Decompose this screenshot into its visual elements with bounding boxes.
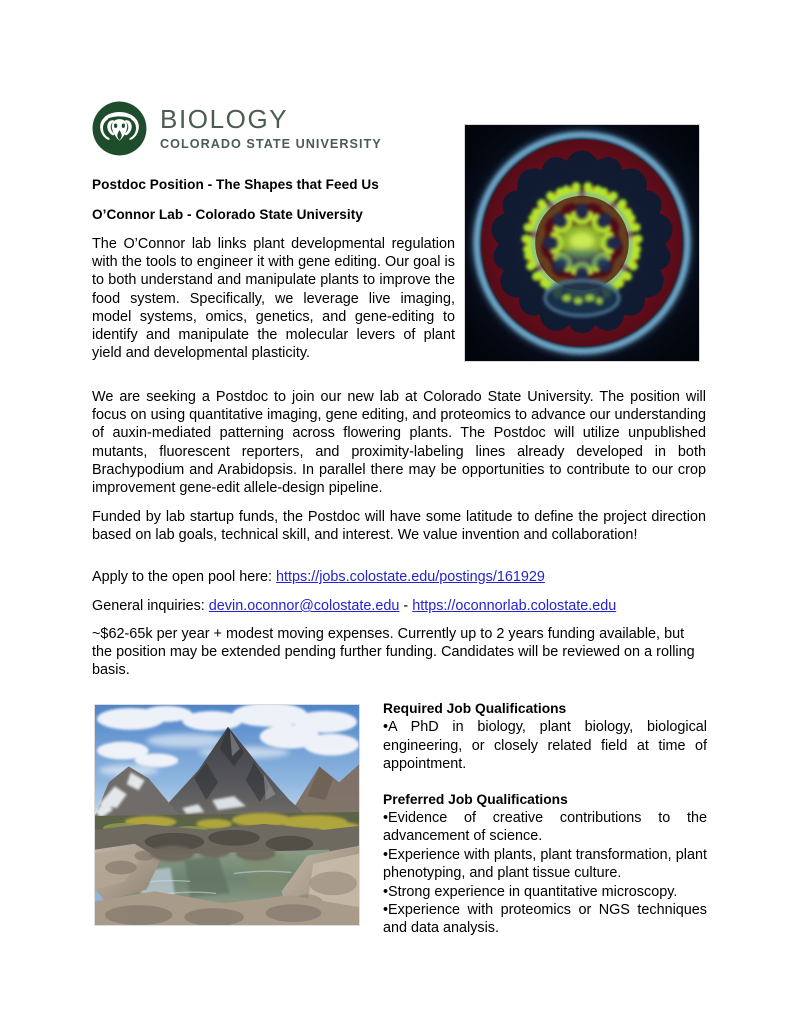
csu-ram-head-icon <box>92 101 147 156</box>
apply-label: Apply to the open pool here: <box>92 569 273 585</box>
link-separator: - <box>403 598 409 614</box>
paragraph-funding-latitude: Funded by lab startup funds, the Postdoc will have some latitude to define the project direction based on lab goals, technical skill, and interest. We value invention and collaboration! <box>92 509 706 544</box>
brand-header <box>92 101 391 156</box>
preferred-qualifications-heading: Preferred Job Qualifications <box>383 791 568 807</box>
qualifications-column <box>383 700 707 938</box>
paragraph-salary-terms: ~$62-65k per year + modest moving expenses. Currently up to 2 years funding available, but the position may be extended pending further funding. Candidates will be reviewed on a rolling basis. <box>92 626 695 679</box>
required-qualification-item: •A PhD in biology, plant biology, biological engineering, or closely related field at time of appointment. <box>383 719 707 773</box>
apply-line <box>92 568 545 586</box>
confocal-micrograph-image <box>464 124 700 362</box>
page-title: Postdoc Position - The Shapes that Feed Us <box>92 177 379 192</box>
apply-link[interactable]: https://jobs.colostate.edu/postings/161929 <box>276 569 545 585</box>
paragraph-position-description: We are seeking a Postdoc to join our new lab at Colorado State University. The position will focus on using quantitative imaging, gene editing, and proteomics to advance our understanding of auxin-mediated patterning across flowering plants. The Postdoc will utilize unpublished mutants, fluorescent reporters, and proximity-labeling lines already developed in both Brachypodium and Arabidopsis. In parallel there may be opportunities to contribute to our crop improvement gene-edit allele-design pipeline. <box>92 389 706 497</box>
preferred-qualification-item: •Experience with proteomics or NGS techniques and data analysis. <box>383 902 707 937</box>
logo-institution-name: COLORADO STATE UNIVERSITY <box>160 136 382 152</box>
lab-website-link[interactable]: https://oconnorlab.colostate.edu <box>412 598 617 614</box>
preferred-qualification-item: •Experience with plants, plant transformation, plant phenotyping, and plant tissue culture. <box>383 846 707 882</box>
contact-email-link[interactable]: devin.oconnor@colostate.edu <box>208 598 400 614</box>
paragraph-lab-intro: The O’Connor lab links plant developmental regulation with the tools to engineer it with gene editing. Our goal is to both understand and manipulate plants to improve the food system. Specifically, we leverage live imaging, model systems, omics, genetics, and gene-editing to identify and manipulate the molecular levers of plant yield and developmental plasticity. <box>92 236 455 362</box>
page-subtitle: O’Connor Lab - Colorado State University <box>92 207 363 222</box>
preferred-qualification-item: •Evidence of creative contributions to the advancement of science. <box>383 810 707 845</box>
colorado-alpine-landscape-image <box>94 704 360 926</box>
required-qualifications-heading: Required Job Qualifications <box>383 701 567 716</box>
preferred-qualification-item: •Strong experience in quantitative microscopy. <box>383 883 678 900</box>
logo-unit-name: BIOLOGY <box>160 104 289 135</box>
inquiries-label: General inquiries: <box>92 598 205 614</box>
brand-wordmark <box>160 104 391 153</box>
inquiries-line <box>92 597 616 615</box>
